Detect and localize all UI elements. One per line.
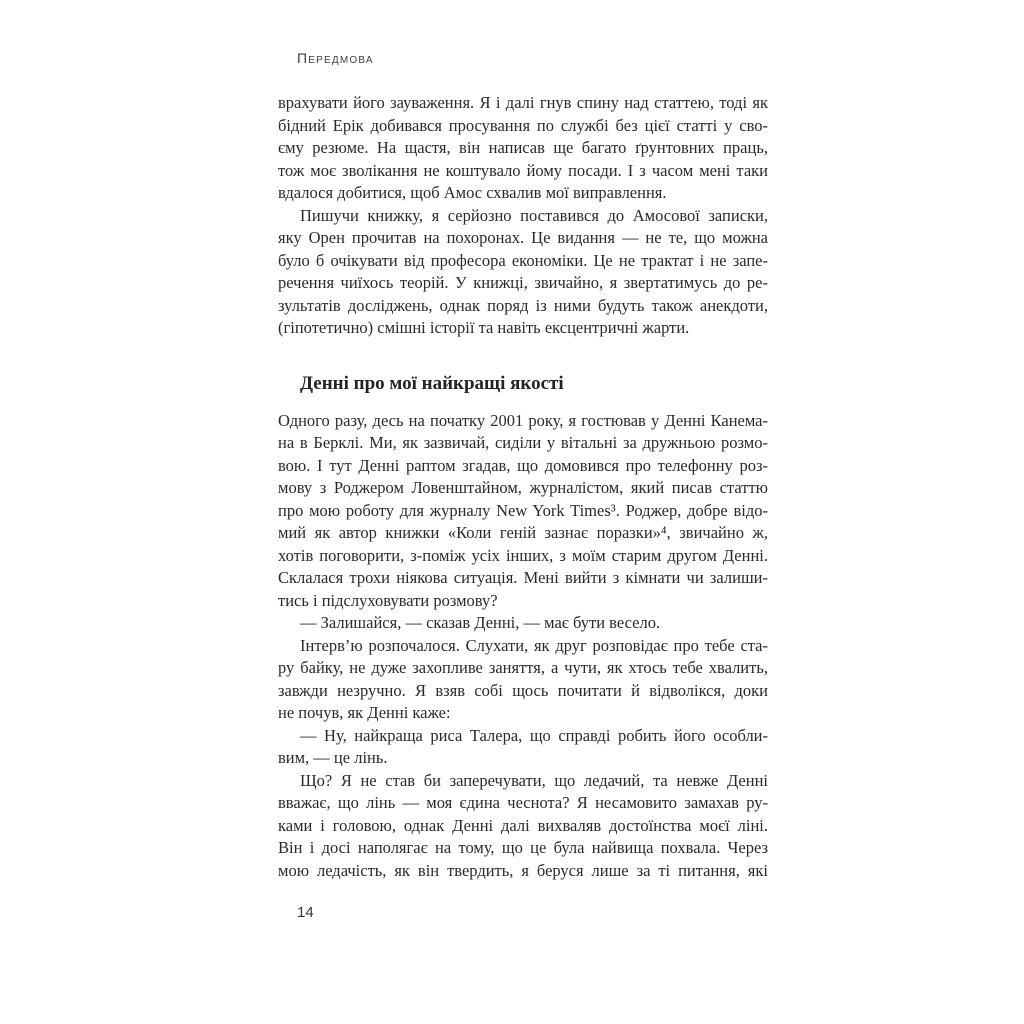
- text-line: Одного разу, десь на початку 2001 року, я гостював у Денні Канема-: [278, 410, 768, 430]
- text-line: завжди незручно. Я взяв собі щось почитати й відволікся, доки: [278, 680, 768, 700]
- text-line: вим, — це лінь.: [278, 748, 388, 767]
- body-text: [278, 92, 768, 882]
- text-line: Що? Я не став би заперечувати, що ледачий, та невже Денні: [300, 770, 768, 790]
- text-line: яку Орен прочитав на похоронах. Це видання — не те, що можна: [278, 228, 768, 247]
- text-line: мий як автор книжки «Коли геній зазнає поразки»⁴, звичайно ж,: [278, 523, 768, 542]
- text-line: було б очікувати від професора економіки. Це не трактат і не запе-: [278, 250, 768, 270]
- text-line: тож моє зволікання не коштувало йому посади. І з часом мені таки: [278, 160, 768, 180]
- paragraph: [278, 92, 768, 205]
- text-line: на в Берклі. Ми, як зазвичай, сиділи у вітальні за дружньою розмо-: [278, 433, 768, 452]
- paragraph: [278, 612, 768, 635]
- section-heading: Денні про мої найкращі якості: [300, 372, 564, 394]
- text-line: врахувати його зауваження. Я і далі гнув спину над статтею, тоді як: [278, 93, 768, 112]
- text-line: Він і досі наполягає на тому, що це була найвища похвала. Через: [278, 838, 768, 857]
- text-line: не почув, як Денні каже:: [278, 703, 451, 722]
- page-number: 14: [297, 904, 314, 921]
- paragraph: [278, 635, 768, 725]
- text-line: тись і підслуховувати розмову?: [278, 590, 498, 610]
- paragraph: [278, 725, 768, 770]
- text-line: про мою роботу для журналу New York Times³. Роджер, добре відо-: [278, 500, 768, 520]
- paragraph: [278, 205, 768, 340]
- running-header: Передмова: [297, 50, 374, 66]
- paragraph: [278, 770, 768, 883]
- text-line: мою ледачість, як він твердить, я беруся лише за ті питання, які: [278, 860, 768, 880]
- text-line: — Залишайся, — сказав Денні, — має бути весело.: [300, 613, 661, 632]
- text-line: — Ну, найкраща риса Талера, що справді робить його особли-: [300, 725, 768, 745]
- text-line: Інтерв’ю розпочалося. Слухати, як друг розповідає про тебе ста-: [300, 635, 768, 655]
- text-line: вважає, що лінь — моя єдина чеснота? Я несамовито замахав ру-: [278, 793, 768, 812]
- text-line: Склалася трохи ніякова ситуація. Мені вийти з кімнати чи залиши-: [278, 568, 768, 587]
- text-line: ками і головою, однак Денні далі вихваляв достоїнства моєї ліні.: [278, 815, 768, 835]
- text-line: вою. І тут Денні раптом згадав, що домовився про телефонну роз-: [278, 455, 768, 475]
- text-line: вдалося добитися, щоб Амос схвалив мої виправлення.: [278, 183, 667, 202]
- text-line: ру байку, не дуже захопливе заняття, а чути, як хтось тебе хвалить,: [278, 658, 768, 677]
- paragraph: [278, 410, 768, 613]
- text-line: єму резюме. На щастя, він написав ще багато ґрунтовних праць,: [278, 138, 768, 157]
- text-line: (гіпотетично) смішні історії та навіть ексцентричні жарти.: [278, 318, 690, 337]
- text-line: бідний Ерік добивався просування по службі без цієї статті у сво-: [278, 115, 768, 135]
- text-line: зультатів досліджень, однак поряд із ними будуть також анекдоти,: [278, 295, 768, 315]
- text-line: Пишучи книжку, я серйозно поставився до Амосової записки,: [300, 205, 768, 225]
- text-line: речення чиїхось теорій. У книжці, звичайно, я звертатимусь до ре-: [278, 273, 768, 292]
- text-line: хотів поговорити, з-поміж усіх інших, з моїм старим другом Денні.: [278, 545, 768, 565]
- text-line: мову з Роджером Ловенштайном, журналістом, який писав статтю: [278, 478, 768, 497]
